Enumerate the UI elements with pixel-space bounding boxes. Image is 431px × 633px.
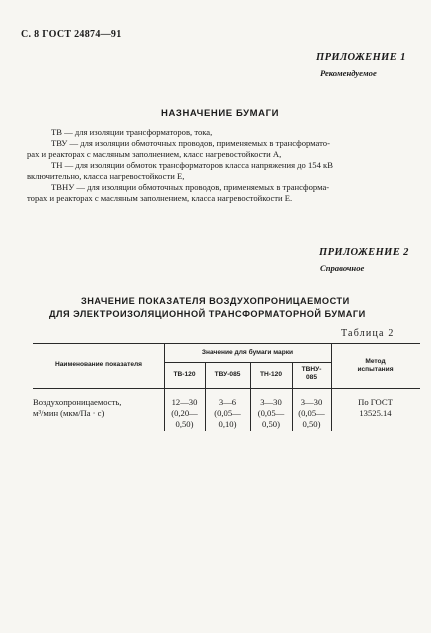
col-header-grade-group: Значение для бумаги марки (201, 349, 294, 356)
grade-header-tn120: ТН-120 (260, 371, 282, 378)
paper-tn-description-cont: включительно, класса нагревостойкости Е, (27, 171, 185, 181)
paper-tvu-description: ТВУ — для изоляции обмоточных проводов, применяемых в трансформато- (51, 138, 330, 148)
grade-header-tvu085: ТВУ-085 (214, 371, 241, 378)
col-header-param: Наименование показателя (54, 361, 143, 368)
appendix2-subtitle: Справочное (320, 263, 365, 273)
grade-header-tvnu085: ТВНУ- 085 (301, 366, 322, 381)
row-param-unit: м³/мин (мкм/Па · с) (33, 408, 105, 418)
row-param-name: Воздухопроницаемость, (33, 397, 122, 407)
method-standard-number: 13525.14 (359, 408, 392, 418)
value-tn120-main: 3—30 (260, 397, 282, 407)
value-tvnu085-range: (0,05— (298, 408, 325, 418)
value-tvu085-range: (0,05— (214, 408, 241, 418)
value-tn120-range: (0,05— (257, 408, 285, 418)
value-tvnu085-range-end: 0,50) (302, 419, 321, 429)
appendix2-title: ПРИЛОЖЕНИЕ 2 (319, 247, 409, 258)
appendix2-heading-line2: ДЛЯ ЭЛЕКТРОИЗОЛЯЦИОННОЙ ТРАНСФОРМАТОРНОЙ БУМАГИ (49, 309, 366, 319)
appendix2-heading-line1: ЗНАЧЕНИЕ ПОКАЗАТЕЛЯ ВОЗДУХОПРОНИЦАЕМОСТИ (81, 296, 350, 306)
paper-tvnu-description: ТВНУ — для изоляции обмоточных проводов, применяемых в трансформа- (51, 182, 330, 192)
paper-tn-description: ТН — для изоляции обмоток трансформаторов класса напряжения до 154 кВ (51, 160, 333, 170)
value-tvu085-range-end: 0,10) (218, 419, 237, 429)
value-tv120-main: 12—30 (171, 397, 198, 407)
col-header-method: Метод (365, 358, 386, 365)
appendix1-title: ПРИЛОЖЕНИЕ 1 (316, 52, 406, 63)
paper-tvu-description-cont: рах и реакторах с масляным заполнением, класс нагревостойкости А, (27, 149, 282, 159)
value-tn120-range-end: 0,50) (262, 419, 280, 429)
value-tv120-range-end: 0,50) (175, 419, 194, 429)
grade-header-tv120: ТВ-120 (173, 371, 196, 378)
value-tv120-range: (0,20— (171, 408, 198, 418)
method-standard: По ГОСТ (358, 397, 393, 407)
value-tvu085-main: 3—6 (218, 397, 237, 407)
value-tvnu085-main: 3—30 (300, 397, 323, 407)
page-header: С. 8 ГОСТ 24874—91 (21, 29, 122, 40)
appendix1-heading: НАЗНАЧЕНИЕ БУМАГИ (161, 108, 280, 119)
paper-tvnu-description-cont: торах и реакторах с масляным заполнением, класса нагревостойкости Е. (27, 193, 293, 203)
paper-tv-description: ТВ — для изоляции трансформаторов, тока, (51, 127, 213, 137)
appendix1-subtitle: Рекомендуемое (320, 68, 377, 78)
col-header-method-cont: испытания (357, 366, 394, 373)
table-label: Таблица 2 (341, 328, 395, 339)
